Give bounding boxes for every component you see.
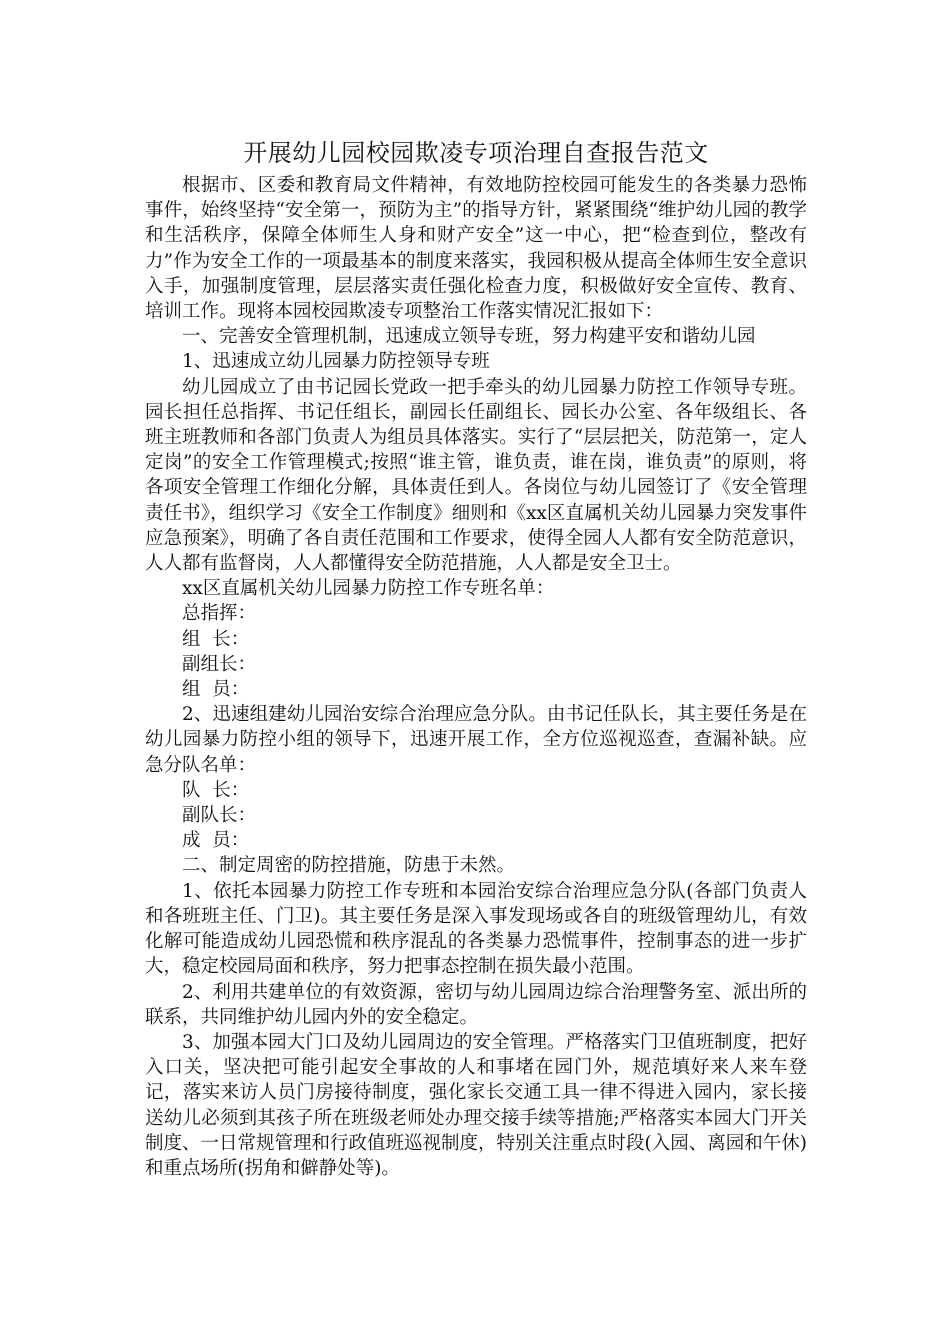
roster-line: 副队长：	[182, 805, 257, 827]
roster-line: 总指挥：	[182, 603, 257, 625]
intro-paragraph: 根据市、区委和教育局文件精神，有效地防控校园可能发生的各类暴力恐怖事件，始终坚持“安全第一，预防为主”的指导方针，紧紧围绕“维护幼儿园的教学和生活秩序，保障全体师生人身和财产安全”这一中心，把“检查到位，整改有力”作为安全工作的一项最基本的制度来落实，我园积极从提高全体师生安全意识入手，加强制度管理，层层落实责任强化检查力度，积极做好安全宣传、教育、培训工作。现将本园校园欺凌专项整治工作落实情况汇报如下：	[145, 175, 807, 323]
document-title: 开展幼儿园校园欺凌专项治理自查报告范文	[243, 139, 709, 167]
section-heading-2: 二、制定周密的防控措施，防患于未然。	[182, 855, 516, 877]
roster-line: 副组长：	[182, 653, 257, 675]
body-paragraph: 幼儿园成立了由书记园长党政一把手牵头的幼儿园暴力防控工作领导专班。园长担任总指挥、书记任组长，副园长任副组长、园长办公室、各年级组长、各班主班教师和各部门负责人为组员具体落实。实行了“层层把关，防范第一，定人定岗”的安全工作管理模式;按照“谁主管，谁负责，谁在岗，谁负责”的原则，将各项安全管理工作细化分解，具体责任到人。各岗位与幼儿园签订了《安全管理责任书》，组织学习《安全工作制度》细则和《xx区直属机关幼儿园暴力突发事件应急预案》，明确了各自责任范围和工作要求，使得全园人人都有安全防范意识，人人都有监督岗，人人都懂得安全防范措施，人人都是安全卫士。	[145, 376, 807, 575]
body-paragraph: 2、利用共建单位的有效资源，密切与幼儿园周边综合治理警务室、派出所的联系，共同维护幼儿园内外的安全稳定。	[145, 981, 807, 1028]
section-heading-1: 一、完善安全管理机制，迅速成立领导专班，努力构建平安和谐幼儿园	[182, 326, 756, 348]
roster-line: 组 长：	[182, 628, 250, 650]
document-body	[145, 133, 807, 1181]
roster-line: 成 员：	[182, 830, 250, 852]
roster-line: 队 长：	[182, 779, 250, 801]
body-paragraph: 1、依托本园暴力防控工作专班和本园治安综合治理应急分队(各部门负责人和各班班主任、门卫)。其主要任务是深入事发现场或各自的班级管理幼儿，有效化解可能造成幼儿园恐慌和秩序混乱的各类暴力恐慌事件，控制事态的进一步扩大，稳定校园局面和秩序，努力把事态控制在损失最小范围。	[145, 880, 807, 978]
body-paragraph: 3、加强本园大门口及幼儿园周边的安全管理。严格落实门卫值班制度，把好入口关，坚决把可能引起安全事故的人和事堵在园门外，规范填好来人来车登记，落实来访人员门房接待制度，强化家长交通工具一律不得进入园内，家长接送幼儿必须到其孩子所在班级老师处办理交接手续等措施;严格落实本园大门开关制度、一日常规管理和行政值班巡视制度，特别关注重点时段(入园、离园和午休)和重点场所(拐角和僻静处等)。	[145, 1031, 807, 1179]
list-caption: xx区直属机关幼儿园暴力防控工作专班名单：	[182, 578, 555, 600]
subsection-heading-1-1: 1、迅速成立幼儿园暴力防控领导专班	[182, 351, 490, 373]
roster-line: 组 员：	[182, 679, 250, 701]
body-paragraph: 2、迅速组建幼儿园治安综合治理应急分队。由书记任队长，其主要任务是在幼儿园暴力防控小组的领导下，迅速开展工作，全方位巡视巡查，查漏补缺。应急分队名单：	[145, 704, 807, 776]
